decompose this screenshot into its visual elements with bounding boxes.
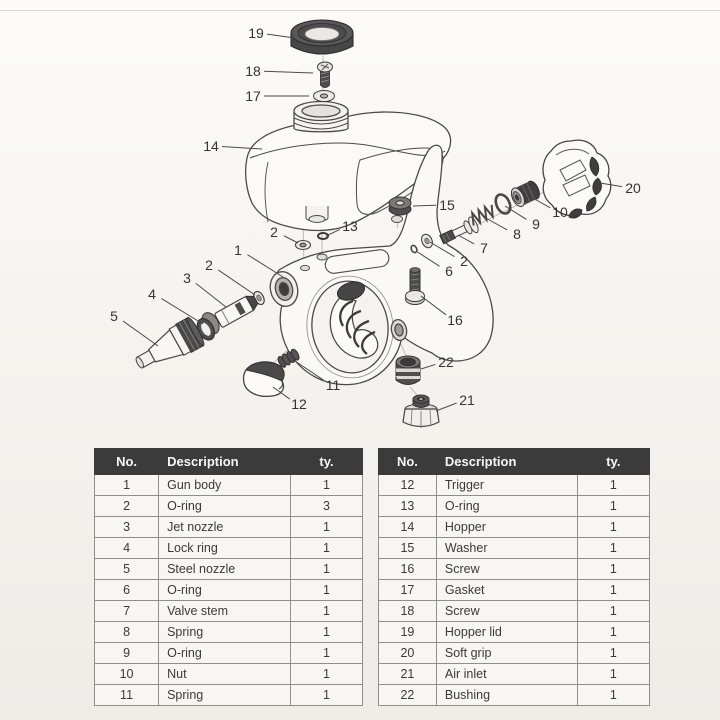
cell-col-no: 13 [379,496,437,517]
cell-col-description: O-ring [159,643,291,664]
table-row [95,643,363,664]
callout-number-2: 2 [205,257,213,273]
callout-leader-line [484,217,507,230]
header-col-description: Description [436,449,577,475]
cell-col-description: Bushing [436,685,577,706]
callout-number-7: 7 [480,240,488,256]
part-jet-nozzle [214,293,259,328]
table-row [379,517,650,538]
callout-number-4: 4 [148,286,156,302]
cell-col-qty: 1 [290,538,362,559]
callout-number-15: 15 [439,197,455,213]
callout-leader-line [218,270,255,295]
table-row [95,538,363,559]
table-row [95,496,363,517]
cell-col-no: 15 [379,538,437,559]
header-col-qty: ty. [577,449,649,475]
table-row [95,622,363,643]
cell-col-qty: 1 [577,517,649,538]
part-oring-rear [493,192,513,216]
cell-col-no: 5 [95,559,159,580]
callout-number-13: 13 [342,218,358,234]
part-air-inlet [403,395,439,428]
table-row [95,685,363,706]
callout-number-18: 18 [245,63,261,79]
part-bushing [396,356,420,385]
callout-number-14: 14 [203,138,219,154]
cell-col-qty: 1 [577,601,649,622]
cell-col-no: 6 [95,580,159,601]
cell-col-description: Steel nozzle [159,559,291,580]
table-row [95,580,363,601]
cell-col-qty: 1 [290,643,362,664]
part-screw-top [318,62,333,88]
cell-col-qty: 1 [577,559,649,580]
cell-col-description: Nut [159,664,291,685]
cell-col-description: Hopper [436,517,577,538]
table-row [379,559,650,580]
callout-number-2: 2 [460,253,468,269]
cell-col-description: Jet nozzle [159,517,291,538]
cell-col-description: Gun body [159,475,291,496]
cell-col-qty: 1 [290,601,362,622]
cell-col-description: Lock ring [159,538,291,559]
cell-col-description: Screw [436,601,577,622]
callout-leader-line [247,255,283,277]
cell-col-qty: 3 [290,496,362,517]
table-header-row [379,449,650,475]
callout-number-20: 20 [625,180,641,196]
callout-number-5: 5 [110,308,118,324]
table-row [379,496,650,517]
part-trigger-knob [244,362,284,396]
callout-number-3: 3 [183,270,191,286]
cell-col-qty: 1 [290,559,362,580]
cell-col-description: Screw [436,559,577,580]
cell-col-no: 21 [379,664,437,685]
parts-table-right [378,448,650,706]
cell-col-no: 16 [379,559,437,580]
callout-number-16: 16 [447,312,463,328]
table-header-row [95,449,363,475]
cell-col-qty: 1 [290,664,362,685]
part-nut [509,179,542,209]
callout-number-2: 2 [270,224,278,240]
callout-number-1: 1 [234,242,242,258]
table-row [379,580,650,601]
cell-col-description: Air inlet [436,664,577,685]
cell-col-no: 18 [379,601,437,622]
cell-col-no: 1 [95,475,159,496]
callout-leader-line [196,283,226,307]
parts-table-left [94,448,363,706]
cell-col-description: O-ring [159,496,291,517]
part-steel-nozzle [130,316,206,378]
table-row [95,517,363,538]
callout-leader-line [123,321,158,346]
callout-number-10: 10 [552,204,568,220]
callout-number-8: 8 [513,226,521,242]
cell-col-description: O-ring [436,496,577,517]
callout-number-6: 6 [445,263,453,279]
callout-number-11: 11 [325,377,341,393]
cell-col-no: 4 [95,538,159,559]
table-row [379,538,650,559]
table-row [95,559,363,580]
table-row [379,643,650,664]
cell-col-description: Soft grip [436,643,577,664]
cell-col-no: 14 [379,517,437,538]
table-row [95,601,363,622]
cell-col-qty: 1 [577,475,649,496]
callout-number-21: 21 [459,392,475,408]
table-row [379,685,650,706]
cell-col-description: Spring [159,685,291,706]
cell-col-description: Trigger [436,475,577,496]
cell-col-no: 8 [95,622,159,643]
part-hopper-lid [291,20,353,54]
cell-col-description: Washer [436,538,577,559]
callout-leader-line [264,71,313,73]
table-row [95,664,363,685]
cell-col-qty: 1 [290,517,362,538]
cell-col-qty: 1 [577,685,649,706]
cell-col-qty: 1 [577,496,649,517]
part-oring-under-hopper [296,233,329,250]
cell-col-description: Gasket [436,580,577,601]
cell-col-no: 2 [95,496,159,517]
cell-col-qty: 1 [577,643,649,664]
table-row [379,622,650,643]
cell-col-no: 17 [379,580,437,601]
cell-col-qty: 1 [577,538,649,559]
cell-col-qty: 1 [577,622,649,643]
cell-col-description: O-ring [159,580,291,601]
header-col-no: No. [379,449,437,475]
table-row [379,475,650,496]
header-col-no: No. [95,449,159,475]
cell-col-description: Hopper lid [436,622,577,643]
callout-leader-line [436,403,457,411]
cell-col-no: 3 [95,517,159,538]
callout-number-12: 12 [291,396,307,412]
part-washer [389,197,411,215]
cell-col-no: 11 [95,685,159,706]
table-row [95,475,363,496]
cell-col-qty: 1 [577,664,649,685]
callout-number-17: 17 [245,88,261,104]
callout-number-19: 19 [248,25,264,41]
cell-col-qty: 1 [290,622,362,643]
cell-col-no: 9 [95,643,159,664]
cell-col-qty: 1 [577,580,649,601]
cell-col-no: 22 [379,685,437,706]
cell-col-no: 7 [95,601,159,622]
cell-col-qty: 1 [290,475,362,496]
callout-number-22: 22 [438,354,454,370]
callout-number-9: 9 [532,216,540,232]
callout-leader-line [421,364,435,369]
table-row [379,601,650,622]
table-row [379,664,650,685]
header-col-description: Description [159,449,291,475]
header-col-qty: ty. [290,449,362,475]
part-gasket [314,91,335,102]
cell-col-qty: 1 [290,580,362,601]
cell-col-no: 10 [95,664,159,685]
callout-leader-line [458,235,474,244]
cell-col-description: Valve stem [159,601,291,622]
cell-col-no: 20 [379,643,437,664]
cell-col-description: Spring [159,622,291,643]
callout-leader-line [284,236,298,243]
cell-col-no: 19 [379,622,437,643]
cell-col-qty: 1 [290,685,362,706]
cell-col-no: 12 [379,475,437,496]
